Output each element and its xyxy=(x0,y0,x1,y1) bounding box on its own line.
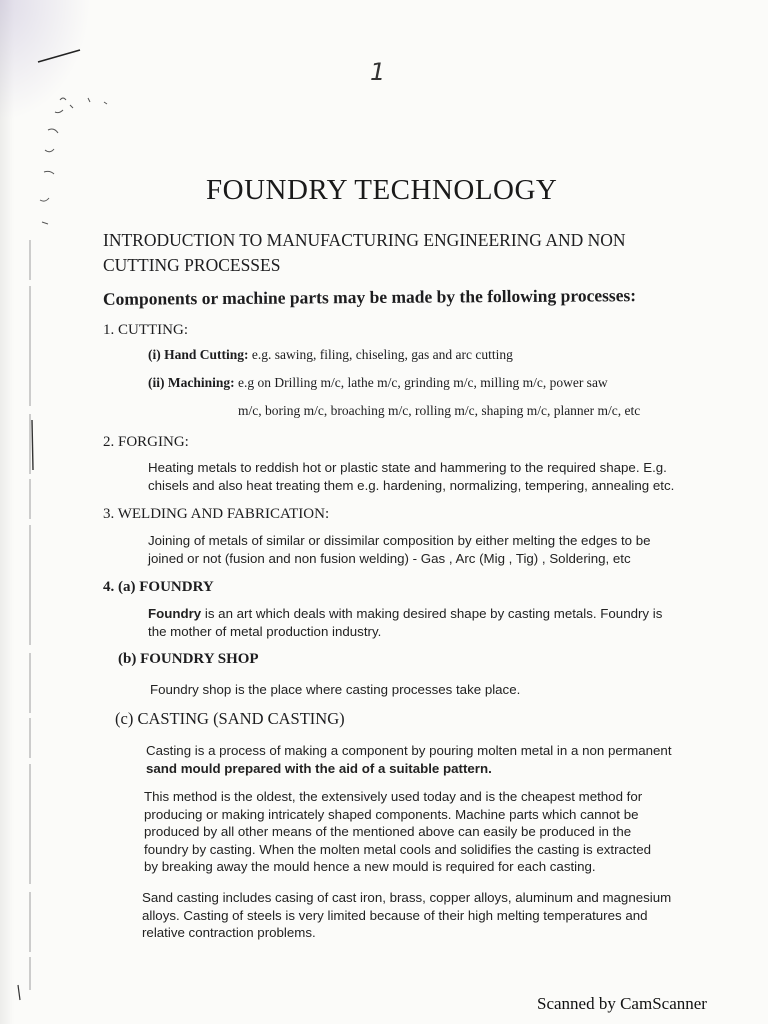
welding-line2: joined or not (fusion and non fusion welding) - Gas , Arc (Mig , Tig) , Soldering, etc xyxy=(148,550,631,566)
casting-paragraph-2 xyxy=(144,788,692,876)
intro-heading xyxy=(103,228,703,278)
casting-p2-line4: foundry by casting. When the molten metal cools and solidifies the casting is extracted xyxy=(144,841,652,857)
cutting-heading: 1. CUTTING: xyxy=(103,322,188,338)
casting-p3-line2: alloys. Casting of steels is very limited because of their high melting temperatures and xyxy=(142,907,648,923)
casting-p1-line1: Casting is a process of making a component by pouring molten metal in a non permanent xyxy=(146,743,672,758)
foundry-line1 xyxy=(148,605,688,623)
intro-heading-line2: CUTTING PROCESSES xyxy=(103,255,281,275)
casting-p1-line2: sand mould prepared with the aid of a suitable pattern. xyxy=(146,760,492,776)
forging-paragraph xyxy=(148,459,688,494)
casting-heading: (c) CASTING (SAND CASTING) xyxy=(115,709,345,728)
intro-heading-line1: INTRODUCTION TO MANUFACTURING ENGINEERING AND NON xyxy=(103,230,626,250)
scanner-watermark: Scanned by CamScanner xyxy=(537,994,707,1013)
lead-sentence: Components or machine parts may be made by the following processes: xyxy=(102,285,637,309)
foundry-line2: the mother of metal production industry. xyxy=(148,623,382,639)
foundry-shop-text: Foundry shop is the place where casting processes take place. xyxy=(150,682,521,697)
cutting-item-machining xyxy=(148,375,608,391)
forging-line1: Heating metals to reddish hot or plastic state and hammering to the required shape. E.g. xyxy=(148,460,667,475)
machining-text: e.g on Drilling m/c, lathe m/c, grinding m/c, milling m/c, power saw xyxy=(238,375,608,390)
casting-paragraph-1 xyxy=(146,742,691,777)
foundry-shop-heading: (b) FOUNDRY SHOP xyxy=(118,651,259,667)
welding-line1: Joining of metals of similar or dissimilar composition by either melting the edges to be xyxy=(148,533,651,548)
foundry-paragraph xyxy=(148,605,688,640)
page-number: 1 xyxy=(370,58,386,86)
cutting-item-hand xyxy=(148,347,513,363)
hand-cutting-text: e.g. sawing, filing, chiseling, gas and arc cutting xyxy=(251,347,513,362)
welding-heading: 3. WELDING AND FABRICATION: xyxy=(103,506,330,522)
forging-heading: 2. FORGING: xyxy=(103,434,189,450)
casting-paragraph-3 xyxy=(142,889,692,942)
hand-cutting-label: (i) Hand Cutting: xyxy=(148,347,249,362)
casting-p2-line3: produced by all other means of the mentioned above can easily be produced in the xyxy=(144,824,632,840)
casting-p3-line1: Sand casting includes casing of cast iron, brass, copper alloys, aluminum and magnesium xyxy=(142,890,672,905)
foundry-shop-paragraph xyxy=(150,681,690,699)
foundry-line1-text: is an art which deals with making desired shape by casting metals. Foundry is xyxy=(201,606,663,621)
page-title: FOUNDRY TECHNOLOGY xyxy=(206,174,558,206)
casting-p2-line5: by breaking away the mould hence a new mould is required for each casting. xyxy=(144,859,596,875)
casting-p2-line2: producing or making intricately shaped components. Machine parts which cannot be xyxy=(144,806,639,822)
welding-paragraph xyxy=(148,532,688,567)
foundry-heading: 4. (a) FOUNDRY xyxy=(103,579,214,595)
machining-label: (ii) Machining: xyxy=(148,375,235,390)
foundry-term: Foundry xyxy=(148,606,202,621)
casting-p3-line3: relative contraction problems. xyxy=(142,925,316,941)
forging-line2: chisels and also heat treating them e.g. hardening, normalizing, tempering, annealing etc. xyxy=(148,477,675,493)
machining-continuation: m/c, boring m/c, broaching m/c, rolling m/c, shaping m/c, planner m/c, etc xyxy=(238,403,641,418)
casting-p2-line1: This method is the oldest, the extensively used today and is the cheapest method for xyxy=(144,789,643,804)
